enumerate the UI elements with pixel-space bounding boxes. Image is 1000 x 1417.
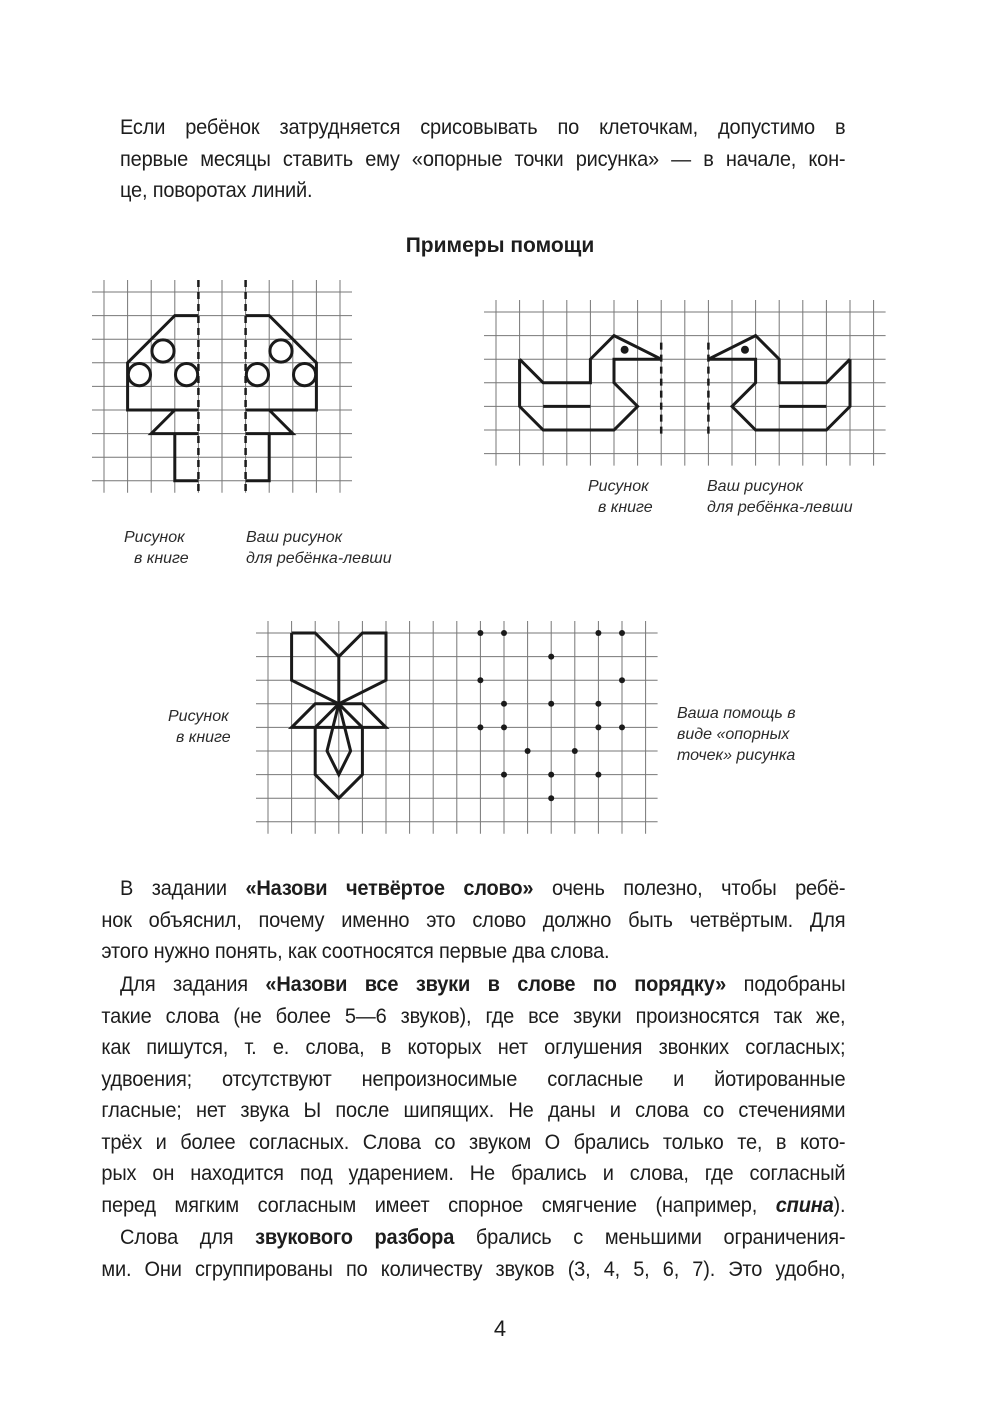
text: Для задания [120,972,266,996]
anchor-dot [477,677,483,683]
text-line: Если ребёнок затрудняется срисовывать по клеточкам, допустимо в [120,115,846,139]
paragraph-sound-analysis [101,1222,846,1285]
caption-line: Рисунок [588,478,649,495]
caption-line: в книге [176,729,231,746]
mushroom-spot [128,364,150,386]
text: перед мягким согласным имеет спорное смягчение (например, [101,1192,776,1217]
caption-line: Ваша помощь в [677,705,796,722]
duck-eye-mirror [742,347,747,352]
text: брались с меньшими ограничения- [454,1225,846,1249]
anchor-dot [548,701,554,707]
caption-line: Ваш рисунок [707,478,804,495]
anchor-dot [595,630,601,636]
anchor-dot [477,724,483,730]
caption-line: в книге [598,499,653,516]
caption-line: виде «опорных [677,726,790,743]
anchor-dot [572,748,578,754]
anchor-dot [501,701,507,707]
text-line: удвоения; отсутствуют непроизносимые согласные и йотированные [101,1066,846,1091]
caption-duck-book [588,476,653,518]
text: очень полезно, чтобы ребё- [533,876,846,900]
text-line [120,873,845,905]
duck-eye [622,347,627,352]
text-line [120,1222,845,1254]
text-line [120,969,845,1001]
caption-line: Рисунок [168,708,229,725]
caption-line: Рисунок [124,529,185,546]
caption-line: для ребёнка-левши [246,550,392,567]
text-line [101,1190,845,1222]
anchor-dot [619,724,625,730]
caption-line: точек» рисунка [677,747,796,764]
text-line: гласные; нет звука Ы после шипящих. Не даны и слова со стечениями [101,1098,846,1122]
mushroom-spot-mirror [246,364,268,386]
task-name: «Назови все звуки в слове по порядку» [265,972,727,996]
anchor-dot [595,724,601,730]
example-word: спина [775,1192,834,1217]
caption-duck-lefty [707,476,853,518]
text-line: це, поворотах линий. [120,178,313,202]
text: подобраны [726,972,846,996]
caption-line: в книге [134,550,189,567]
text-line: рых он находится под ударением. Не брались и слова, где согласный [101,1161,846,1185]
text: ). [833,1192,846,1217]
anchor-dot [501,630,507,636]
caption-line: Ваш рисунок [246,529,343,546]
text-line: этого нужно понять, как соотносятся первые два слова. [101,939,610,963]
anchor-dot [477,630,483,636]
mushroom-spot [152,340,174,362]
section-title: Примеры помощи [405,234,595,257]
page-number: 4 [493,1316,507,1341]
task-name: звукового разбора [255,1225,455,1249]
task-name: «Назови четвёртое слово» [245,876,534,900]
caption-flower-dots [677,703,796,766]
anchor-dot [595,701,601,707]
mushroom-spot [176,364,198,386]
mushroom-spot-mirror [294,364,316,386]
anchor-dot [548,795,554,801]
caption-line: для ребёнка-левши [707,499,853,516]
anchor-dot [501,724,507,730]
anchor-dot [619,630,625,636]
text-line: как пишутся, т. е. слова, в которых нет оглушения звонких согласных; [101,1035,846,1059]
text: Слова для [120,1225,256,1249]
anchor-dot [548,654,554,660]
text-line: трёх и более согласных. Слова со звуком О брались только те, в кото- [101,1129,846,1154]
text-line: нок объяснил, почему именно это слово должно быть четвёртым. Для [101,907,846,932]
mushroom-spot-mirror [270,340,292,362]
anchor-dot [595,772,601,778]
caption-mushroom-lefty [246,527,392,569]
anchor-dot [619,677,625,683]
text-line: такие слова (не более 5—6 звуков), где все звуки произносятся так же, [101,1003,846,1028]
caption-flower-book [168,706,231,748]
anchor-dot [548,772,554,778]
anchor-dot [501,772,507,778]
anchor-dot [525,748,531,754]
text-line: ми. Они сгруппированы по количеству звуков (3, 4, 5, 6, 7). Это удобно, [101,1256,846,1281]
paragraph-all-sounds [101,969,846,1221]
paragraph-fourth-word [101,873,846,968]
text-line: первые месяцы ставить ему «опорные точки рисунка» — в начале, кон- [120,146,846,171]
text: В задании [120,876,246,900]
caption-mushroom-book [124,527,189,569]
